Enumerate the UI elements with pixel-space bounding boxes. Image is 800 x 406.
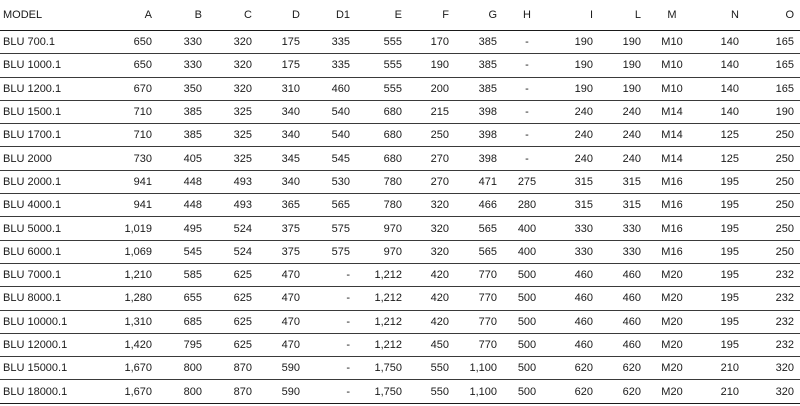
dimension-cell-d1: 335 xyxy=(306,31,356,54)
dimension-cell-e: 1,750 xyxy=(356,357,408,380)
dimension-cell-m: M20 xyxy=(647,380,697,403)
dimension-cell-l: 240 xyxy=(599,100,647,123)
column-header-b: B xyxy=(156,0,206,31)
dimension-cell-l: 190 xyxy=(599,77,647,100)
dimension-cell-m: M10 xyxy=(647,77,697,100)
table-row xyxy=(0,287,800,310)
dimension-cell-l: 460 xyxy=(599,310,647,333)
dimension-cell-d1: 545 xyxy=(306,147,356,170)
dimension-cell-d1: 575 xyxy=(306,240,356,263)
dimension-cell-d1: - xyxy=(306,263,356,286)
dimension-cell-n: 140 xyxy=(697,77,745,100)
dimension-cell-d1: - xyxy=(306,333,356,356)
dimension-cell-a: 1,670 xyxy=(78,357,156,380)
dimension-cell-h: 400 xyxy=(503,240,551,263)
table-row xyxy=(0,357,800,380)
dimension-cell-b: 448 xyxy=(156,170,206,193)
table-row xyxy=(0,333,800,356)
dimension-cell-g: 398 xyxy=(453,147,503,170)
dimension-cell-m: M20 xyxy=(647,287,697,310)
column-header-o: O xyxy=(745,0,800,31)
model-name-cell: BLU 700.1 xyxy=(0,31,78,54)
dimension-cell-e: 970 xyxy=(356,217,408,240)
dimension-cell-l: 620 xyxy=(599,380,647,403)
dimension-cell-e: 1,212 xyxy=(356,263,408,286)
dimension-cell-g: 466 xyxy=(453,194,503,217)
model-name-cell: BLU 10000.1 xyxy=(0,310,78,333)
dimension-cell-o: 165 xyxy=(745,31,800,54)
dimension-cell-e: 1,212 xyxy=(356,333,408,356)
table-row xyxy=(0,263,800,286)
dimension-cell-d: 340 xyxy=(256,170,306,193)
dimension-cell-o: 232 xyxy=(745,263,800,286)
dimension-cell-f: 215 xyxy=(408,100,453,123)
dimension-cell-n: 195 xyxy=(697,263,745,286)
dimension-cell-d: 470 xyxy=(256,287,306,310)
dimension-cell-c: 524 xyxy=(206,240,256,263)
table-row xyxy=(0,147,800,170)
dimension-cell-m: M20 xyxy=(647,263,697,286)
dimension-cell-c: 325 xyxy=(206,100,256,123)
dimension-cell-f: 550 xyxy=(408,357,453,380)
dimension-cell-b: 585 xyxy=(156,263,206,286)
dimension-cell-g: 1,100 xyxy=(453,380,503,403)
column-header-c: C xyxy=(206,0,256,31)
dimension-cell-b: 330 xyxy=(156,31,206,54)
dimension-cell-o: 250 xyxy=(745,124,800,147)
dimension-cell-d1: 540 xyxy=(306,100,356,123)
table-body xyxy=(0,31,800,404)
table-row xyxy=(0,100,800,123)
dimension-cell-l: 620 xyxy=(599,357,647,380)
dimension-cell-o: 250 xyxy=(745,194,800,217)
dimension-cell-o: 250 xyxy=(745,240,800,263)
dimension-cell-g: 770 xyxy=(453,310,503,333)
dimension-cell-f: 250 xyxy=(408,124,453,147)
table-header xyxy=(0,0,800,31)
dimension-cell-a: 941 xyxy=(78,194,156,217)
column-header-d: D xyxy=(256,0,306,31)
column-header-e: E xyxy=(356,0,408,31)
dimension-cell-l: 330 xyxy=(599,217,647,240)
dimension-cell-c: 320 xyxy=(206,54,256,77)
dimension-cell-i: 240 xyxy=(551,147,599,170)
dimension-cell-o: 232 xyxy=(745,333,800,356)
dimension-cell-c: 524 xyxy=(206,217,256,240)
dimension-cell-f: 270 xyxy=(408,170,453,193)
dimension-cell-m: M20 xyxy=(647,333,697,356)
dimension-cell-g: 565 xyxy=(453,240,503,263)
dimension-cell-m: M10 xyxy=(647,54,697,77)
dimension-cell-g: 770 xyxy=(453,333,503,356)
dimension-cell-n: 125 xyxy=(697,124,745,147)
dimension-cell-d1: 565 xyxy=(306,194,356,217)
table-row xyxy=(0,310,800,333)
model-name-cell: BLU 6000.1 xyxy=(0,240,78,263)
dimension-cell-d: 375 xyxy=(256,217,306,240)
table-row xyxy=(0,124,800,147)
model-name-cell: BLU 15000.1 xyxy=(0,357,78,380)
dimension-cell-i: 460 xyxy=(551,263,599,286)
dimension-cell-e: 780 xyxy=(356,194,408,217)
dimension-cell-o: 165 xyxy=(745,77,800,100)
model-name-cell: BLU 1000.1 xyxy=(0,54,78,77)
dimension-cell-i: 460 xyxy=(551,310,599,333)
dimension-cell-n: 210 xyxy=(697,357,745,380)
dimension-cell-d: 470 xyxy=(256,310,306,333)
table-row xyxy=(0,240,800,263)
dimension-cell-h: 500 xyxy=(503,310,551,333)
table-row xyxy=(0,31,800,54)
dimension-cell-h: - xyxy=(503,100,551,123)
dimension-cell-n: 210 xyxy=(697,380,745,403)
dimension-cell-h: 500 xyxy=(503,380,551,403)
dimension-cell-i: 315 xyxy=(551,170,599,193)
dimension-cell-h: - xyxy=(503,147,551,170)
dimension-cell-i: 460 xyxy=(551,287,599,310)
dimension-cell-i: 240 xyxy=(551,124,599,147)
dimension-cell-n: 195 xyxy=(697,310,745,333)
dimension-cell-g: 770 xyxy=(453,287,503,310)
dimension-cell-h: 500 xyxy=(503,263,551,286)
dimension-cell-g: 385 xyxy=(453,77,503,100)
dimension-cell-g: 565 xyxy=(453,217,503,240)
dimension-cell-a: 710 xyxy=(78,100,156,123)
dimension-cell-h: 500 xyxy=(503,287,551,310)
dimension-cell-i: 315 xyxy=(551,194,599,217)
table-row xyxy=(0,54,800,77)
dimension-cell-h: 280 xyxy=(503,194,551,217)
dimension-cell-e: 1,212 xyxy=(356,310,408,333)
dimension-cell-e: 780 xyxy=(356,170,408,193)
dimension-cell-f: 420 xyxy=(408,263,453,286)
model-name-cell: BLU 12000.1 xyxy=(0,333,78,356)
model-name-cell: BLU 4000.1 xyxy=(0,194,78,217)
dimension-cell-l: 240 xyxy=(599,124,647,147)
dimension-cell-n: 140 xyxy=(697,31,745,54)
dimension-cell-n: 140 xyxy=(697,54,745,77)
dimension-cell-l: 460 xyxy=(599,287,647,310)
dimension-cell-a: 730 xyxy=(78,147,156,170)
dimension-cell-a: 650 xyxy=(78,31,156,54)
dimension-cell-l: 460 xyxy=(599,333,647,356)
dimension-cell-d1: 540 xyxy=(306,124,356,147)
dimension-cell-d: 175 xyxy=(256,54,306,77)
dimension-cell-o: 190 xyxy=(745,100,800,123)
dimension-cell-b: 350 xyxy=(156,77,206,100)
dimension-cell-i: 620 xyxy=(551,380,599,403)
table-row xyxy=(0,194,800,217)
dimension-cell-e: 555 xyxy=(356,54,408,77)
dimension-cell-c: 870 xyxy=(206,357,256,380)
dimension-cell-c: 625 xyxy=(206,287,256,310)
dimension-cell-b: 545 xyxy=(156,240,206,263)
dimension-cell-m: M16 xyxy=(647,170,697,193)
column-header-g: G xyxy=(453,0,503,31)
dimension-cell-d1: 460 xyxy=(306,77,356,100)
dimension-cell-f: 170 xyxy=(408,31,453,54)
dimension-cell-h: 275 xyxy=(503,170,551,193)
dimension-cell-d1: 530 xyxy=(306,170,356,193)
dimension-cell-d: 175 xyxy=(256,31,306,54)
dimension-cell-g: 385 xyxy=(453,31,503,54)
dimension-cell-n: 195 xyxy=(697,194,745,217)
dimension-cell-m: M16 xyxy=(647,194,697,217)
dimension-cell-f: 450 xyxy=(408,333,453,356)
dimension-cell-d: 340 xyxy=(256,124,306,147)
dimension-cell-n: 195 xyxy=(697,217,745,240)
dimension-cell-g: 471 xyxy=(453,170,503,193)
dimension-cell-d: 470 xyxy=(256,333,306,356)
dimension-cell-c: 625 xyxy=(206,310,256,333)
dimension-cell-a: 1,310 xyxy=(78,310,156,333)
dimension-cell-l: 190 xyxy=(599,54,647,77)
dimension-cell-a: 1,670 xyxy=(78,380,156,403)
dimension-cell-i: 330 xyxy=(551,217,599,240)
dimension-cell-g: 398 xyxy=(453,100,503,123)
dimension-cell-i: 190 xyxy=(551,31,599,54)
dimension-cell-d: 340 xyxy=(256,100,306,123)
dimension-cell-c: 493 xyxy=(206,170,256,193)
dimension-cell-l: 315 xyxy=(599,194,647,217)
dimension-cell-n: 195 xyxy=(697,287,745,310)
table-row xyxy=(0,170,800,193)
dimension-cell-f: 550 xyxy=(408,380,453,403)
dimension-cell-d: 470 xyxy=(256,263,306,286)
dimension-cell-o: 250 xyxy=(745,170,800,193)
dimension-cell-c: 320 xyxy=(206,31,256,54)
dimension-cell-n: 125 xyxy=(697,147,745,170)
dimension-cell-c: 493 xyxy=(206,194,256,217)
dimension-cell-d1: 335 xyxy=(306,54,356,77)
dimension-cell-a: 1,420 xyxy=(78,333,156,356)
dimension-cell-a: 1,069 xyxy=(78,240,156,263)
dimension-cell-d: 365 xyxy=(256,194,306,217)
dimension-cell-e: 680 xyxy=(356,124,408,147)
dimension-cell-l: 190 xyxy=(599,31,647,54)
dimension-cell-e: 555 xyxy=(356,77,408,100)
dimension-cell-d: 590 xyxy=(256,357,306,380)
header-row xyxy=(0,0,800,31)
dimension-cell-b: 800 xyxy=(156,357,206,380)
model-name-cell: BLU 1200.1 xyxy=(0,77,78,100)
model-name-cell: BLU 1700.1 xyxy=(0,124,78,147)
dimension-cell-b: 448 xyxy=(156,194,206,217)
dimension-cell-m: M16 xyxy=(647,217,697,240)
dimension-cell-e: 1,750 xyxy=(356,380,408,403)
dimension-cell-d1: - xyxy=(306,380,356,403)
model-name-cell: BLU 7000.1 xyxy=(0,263,78,286)
dimension-cell-h: - xyxy=(503,54,551,77)
model-name-cell: BLU 1500.1 xyxy=(0,100,78,123)
dimension-cell-b: 795 xyxy=(156,333,206,356)
dimension-cell-o: 320 xyxy=(745,380,800,403)
column-header-model: MODEL xyxy=(0,0,78,31)
dimension-cell-m: M14 xyxy=(647,147,697,170)
dimension-cell-m: M14 xyxy=(647,100,697,123)
dimension-cell-o: 232 xyxy=(745,287,800,310)
dimension-cell-g: 398 xyxy=(453,124,503,147)
dimension-cell-i: 190 xyxy=(551,77,599,100)
dimension-cell-c: 870 xyxy=(206,380,256,403)
column-header-m: M xyxy=(647,0,697,31)
dimension-cell-m: M14 xyxy=(647,124,697,147)
dimension-cell-a: 650 xyxy=(78,54,156,77)
dimension-cell-o: 250 xyxy=(745,147,800,170)
dimension-cell-g: 770 xyxy=(453,263,503,286)
dimension-cell-d1: 575 xyxy=(306,217,356,240)
dimension-cell-a: 670 xyxy=(78,77,156,100)
dimension-cell-f: 270 xyxy=(408,147,453,170)
dimension-cell-b: 330 xyxy=(156,54,206,77)
dimension-cell-i: 330 xyxy=(551,240,599,263)
column-header-l: L xyxy=(599,0,647,31)
dimension-cell-f: 200 xyxy=(408,77,453,100)
dimension-cell-c: 320 xyxy=(206,77,256,100)
column-header-n: N xyxy=(697,0,745,31)
dimension-cell-i: 240 xyxy=(551,100,599,123)
dimension-cell-h: 500 xyxy=(503,357,551,380)
model-name-cell: BLU 5000.1 xyxy=(0,217,78,240)
dimension-cell-i: 190 xyxy=(551,54,599,77)
dimension-cell-g: 385 xyxy=(453,54,503,77)
column-header-h: H xyxy=(503,0,551,31)
dimension-cell-l: 240 xyxy=(599,147,647,170)
dimension-cell-n: 140 xyxy=(697,100,745,123)
dimension-cell-o: 320 xyxy=(745,357,800,380)
dimension-cell-h: - xyxy=(503,31,551,54)
dimension-cell-l: 315 xyxy=(599,170,647,193)
dimension-cell-c: 325 xyxy=(206,147,256,170)
dimension-cell-b: 385 xyxy=(156,100,206,123)
dimension-cell-f: 320 xyxy=(408,240,453,263)
dimension-cell-h: - xyxy=(503,77,551,100)
dimension-cell-b: 655 xyxy=(156,287,206,310)
dimension-cell-d: 375 xyxy=(256,240,306,263)
model-name-cell: BLU 8000.1 xyxy=(0,287,78,310)
dimension-cell-a: 1,210 xyxy=(78,263,156,286)
dimension-cell-d: 590 xyxy=(256,380,306,403)
dimension-cell-m: M10 xyxy=(647,31,697,54)
dimension-cell-e: 970 xyxy=(356,240,408,263)
dimension-cell-h: - xyxy=(503,124,551,147)
dimension-cell-b: 800 xyxy=(156,380,206,403)
dimension-cell-a: 1,019 xyxy=(78,217,156,240)
dimension-cell-e: 1,212 xyxy=(356,287,408,310)
dimension-cell-n: 195 xyxy=(697,333,745,356)
dimension-cell-b: 405 xyxy=(156,147,206,170)
dimension-cell-f: 320 xyxy=(408,217,453,240)
dimension-cell-b: 495 xyxy=(156,217,206,240)
dimension-cell-a: 1,280 xyxy=(78,287,156,310)
dimension-cell-c: 625 xyxy=(206,333,256,356)
dimension-cell-c: 625 xyxy=(206,263,256,286)
dimension-cell-n: 195 xyxy=(697,170,745,193)
dimension-cell-c: 325 xyxy=(206,124,256,147)
dimension-cell-f: 190 xyxy=(408,54,453,77)
dimension-cell-m: M20 xyxy=(647,357,697,380)
dimension-cell-m: M20 xyxy=(647,310,697,333)
dimension-cell-l: 330 xyxy=(599,240,647,263)
dimension-cell-e: 680 xyxy=(356,147,408,170)
dimension-cell-e: 680 xyxy=(356,100,408,123)
dimension-cell-a: 941 xyxy=(78,170,156,193)
dimension-cell-o: 250 xyxy=(745,217,800,240)
dimension-cell-f: 420 xyxy=(408,287,453,310)
dimension-cell-l: 460 xyxy=(599,263,647,286)
dimension-cell-d1: - xyxy=(306,310,356,333)
dimension-cell-d1: - xyxy=(306,287,356,310)
dimension-cell-b: 385 xyxy=(156,124,206,147)
dimension-cell-h: 500 xyxy=(503,333,551,356)
dimension-cell-o: 165 xyxy=(745,54,800,77)
dimension-cell-d: 310 xyxy=(256,77,306,100)
dimension-cell-i: 620 xyxy=(551,357,599,380)
model-name-cell: BLU 2000 xyxy=(0,147,78,170)
model-name-cell: BLU 18000.1 xyxy=(0,380,78,403)
dimension-cell-n: 195 xyxy=(697,240,745,263)
dimension-cell-i: 460 xyxy=(551,333,599,356)
dimension-cell-f: 320 xyxy=(408,194,453,217)
table-row xyxy=(0,217,800,240)
column-header-i: I xyxy=(551,0,599,31)
table-row xyxy=(0,77,800,100)
dimension-cell-h: 400 xyxy=(503,217,551,240)
dimension-cell-m: M16 xyxy=(647,240,697,263)
column-header-f: F xyxy=(408,0,453,31)
dimension-cell-g: 1,100 xyxy=(453,357,503,380)
dimension-cell-d1: - xyxy=(306,357,356,380)
dimension-cell-d: 345 xyxy=(256,147,306,170)
dimension-cell-b: 685 xyxy=(156,310,206,333)
dimension-cell-e: 555 xyxy=(356,31,408,54)
model-name-cell: BLU 2000.1 xyxy=(0,170,78,193)
dimension-cell-o: 232 xyxy=(745,310,800,333)
table-row xyxy=(0,380,800,403)
dimension-cell-a: 710 xyxy=(78,124,156,147)
column-header-d1: D1 xyxy=(306,0,356,31)
column-header-a: A xyxy=(78,0,156,31)
dimension-cell-f: 420 xyxy=(408,310,453,333)
